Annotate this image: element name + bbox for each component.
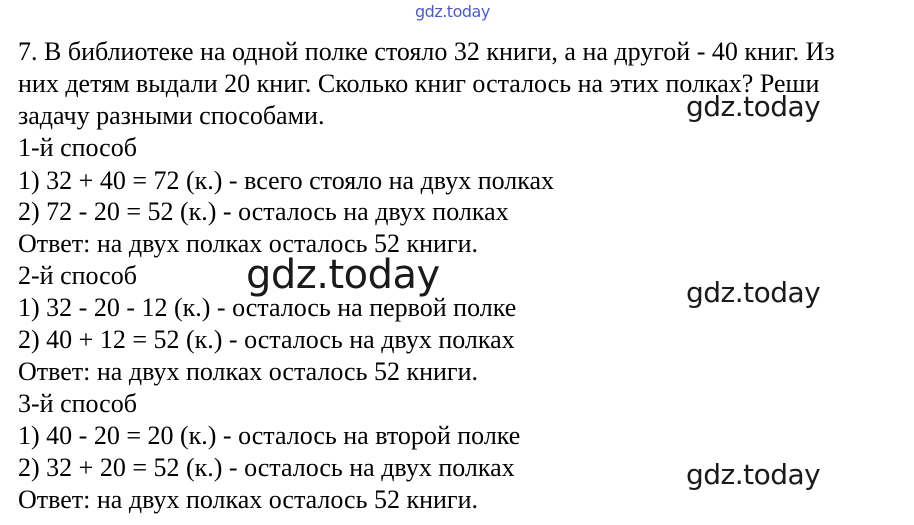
method-3-step-1: 1) 40 - 20 = 20 (к.) - осталось на второй полке <box>18 421 521 450</box>
watermark-right-3: gdz.today <box>686 458 821 491</box>
method-2-step-2: 2) 40 + 12 = 52 (к.) - осталось на двух полках <box>18 325 515 354</box>
method-1-answer: Ответ: на двух полках осталось 52 книги. <box>18 229 478 258</box>
method-3-step-2: 2) 32 + 20 = 52 (к.) - осталось на двух полках <box>18 453 515 482</box>
method-1-heading: 1-й способ <box>18 133 137 162</box>
method-2-heading: 2-й способ <box>18 261 137 290</box>
problem-line-1: 7. В библиотеке на одной полке стояло 32 книги, а на другой - 40 книг. Из <box>18 37 835 66</box>
problem-line-2: них детям выдали 20 книг. Сколько книг осталось на этих полках? Реши <box>18 69 820 98</box>
method-3-answer: Ответ: на двух полках осталось 52 книги. <box>18 485 478 514</box>
watermark-top[interactable]: gdz.today <box>415 2 490 21</box>
watermark-center: gdz.today <box>246 252 440 298</box>
method-1-step-2: 2) 72 - 20 = 52 (к.) - осталось на двух полках <box>18 197 509 226</box>
problem-line-3: задачу разными способами. <box>18 101 325 130</box>
method-1-step-1: 1) 32 + 40 = 72 (к.) - всего стояло на двух полках <box>18 166 555 195</box>
method-2-answer: Ответ: на двух полках осталось 52 книги. <box>18 357 478 386</box>
watermark-right-2: gdz.today <box>686 276 821 309</box>
watermark-right-1: gdz.today <box>686 90 821 123</box>
method-3-heading: 3-й способ <box>18 389 137 418</box>
method-2-step-1: 1) 32 - 20 - 12 (к.) - осталось на первой полке <box>18 293 517 322</box>
